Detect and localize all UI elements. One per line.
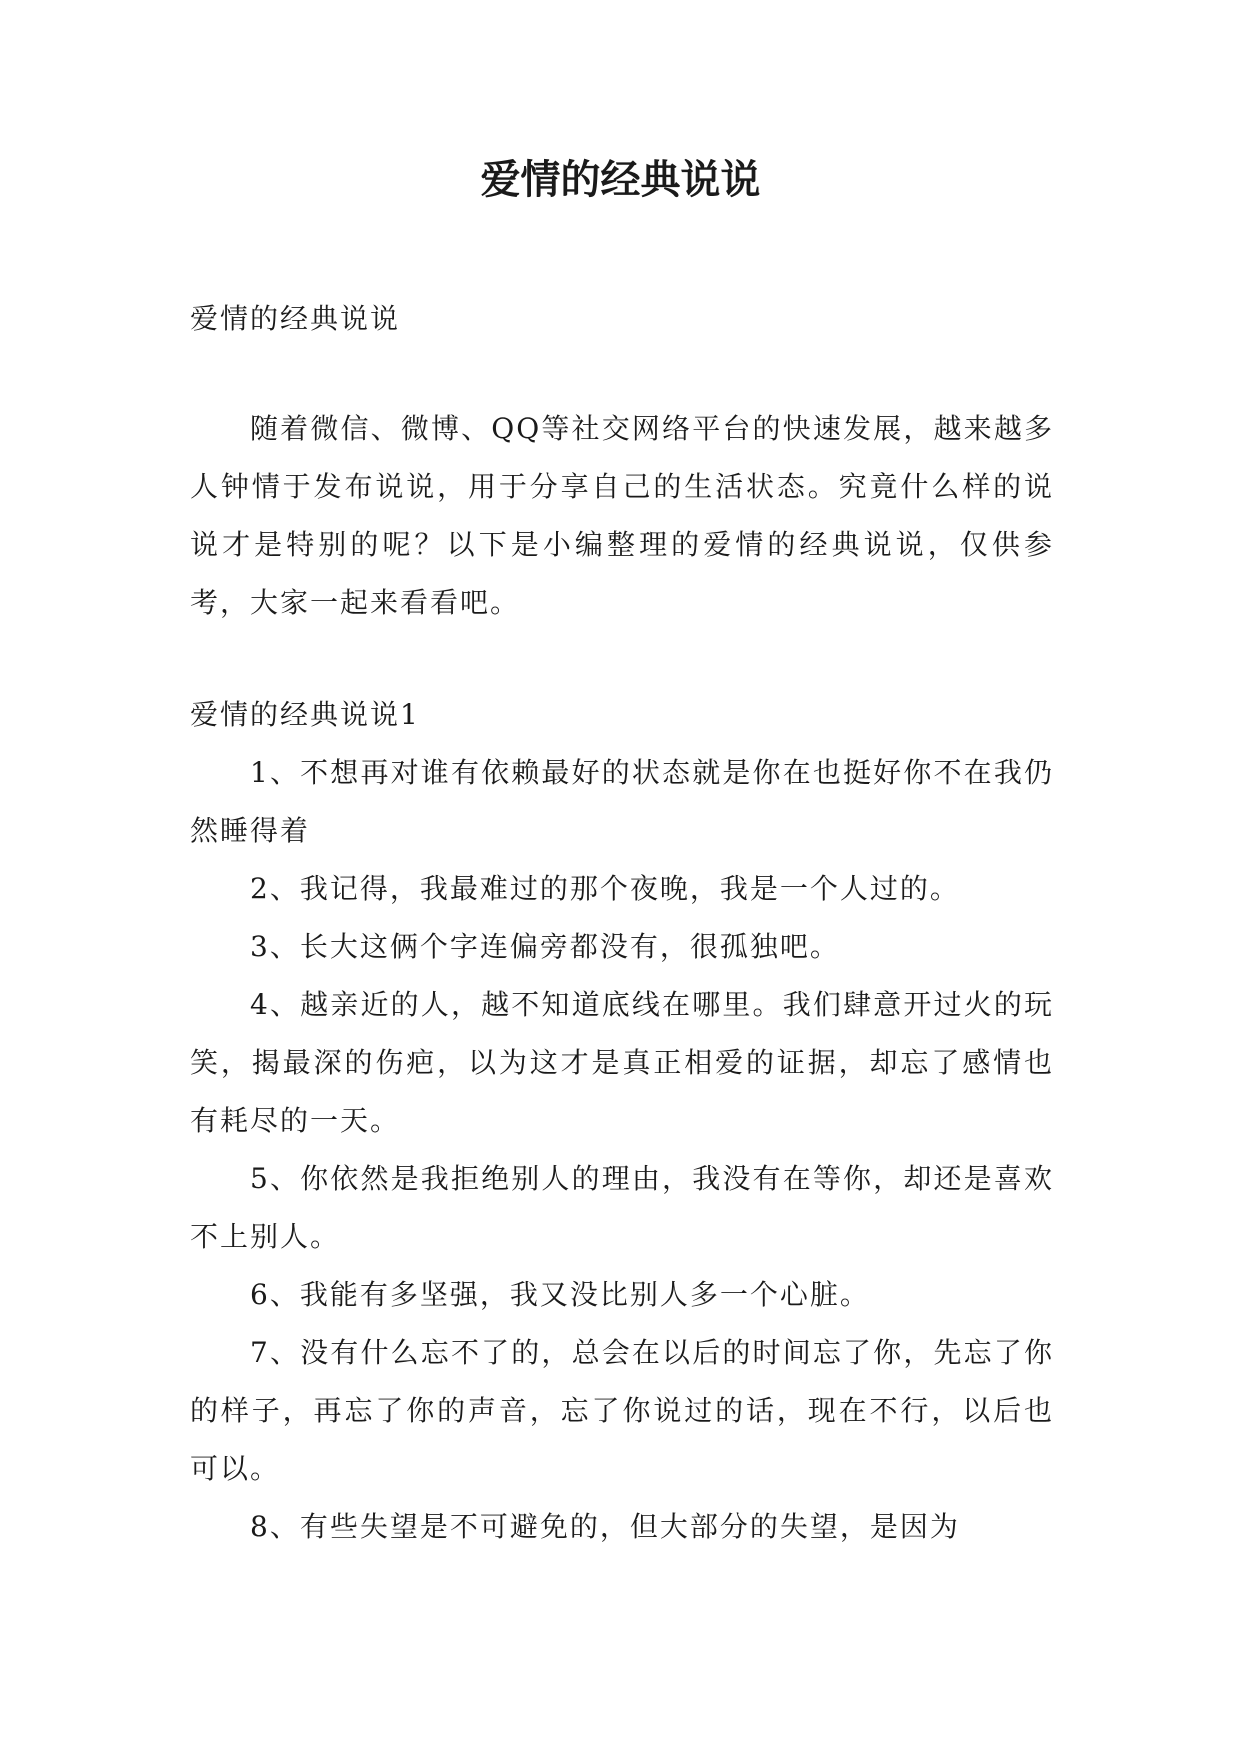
list-item: 4、越亲近的人，越不知道底线在哪里。我们肆意开过火的玩笑，揭最深的伤疤，以为这才是真正相爱的证据，却忘了感情也有耗尽的一天。 [190,988,1054,1137]
spacer [190,632,1054,686]
list-item: 5、你依然是我拒绝别人的理由，我没有在等你，却还是喜欢不上别人。 [190,1162,1054,1253]
document-body [190,290,1054,1556]
list-item: 8、有些失望是不可避免的，但大部分的失望，是因为 [250,1510,960,1543]
document-title: 爱情的经典说说 [480,156,761,203]
list-item: 1、不想再对谁有依赖最好的状态就是你在也挺好你不在我仍然睡得着 [190,756,1054,847]
document-subtitle: 爱情的经典说说 [190,302,401,335]
section-heading: 爱情的经典说说1 [190,698,420,731]
spacer [190,348,1054,400]
list-item: 6、我能有多坚强，我又没比别人多一个心脏。 [250,1278,870,1311]
list-item: 7、没有什么忘不了的，总会在以后的时间忘了你，先忘了你的样子，再忘了你的声音，忘了你说过的话，现在不行，以后也可以。 [190,1336,1054,1485]
intro-paragraph: 随着微信、微博、QQ等社交网络平台的快速发展，越来越多人钟情于发布说说，用于分享自己的生活状态。究竟什么样的说说才是特别的呢？以下是小编整理的爱情的经典说说，仅供参考，大家一起来看看吧。 [190,412,1054,619]
list-item: 2、我记得，我最难过的那个夜晚，我是一个人过的。 [250,872,960,905]
list-item: 3、长大这俩个字连偏旁都没有，很孤独吧。 [250,930,840,963]
